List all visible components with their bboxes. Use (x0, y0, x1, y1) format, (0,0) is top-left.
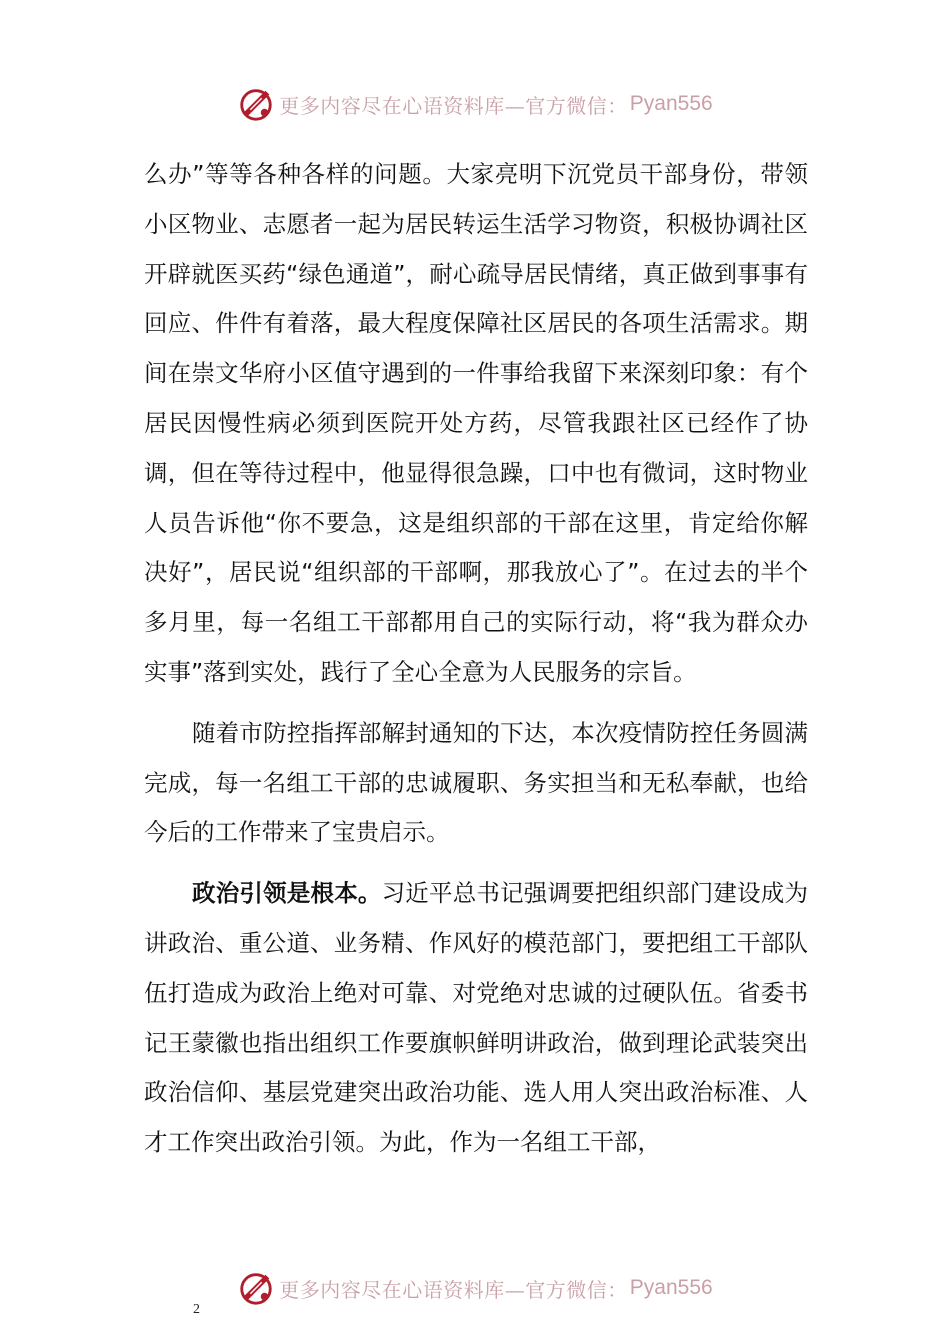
header-banner-text: 更多内容尽在心语资料库—官方微信： (279, 93, 628, 118)
header-banner-wechat-id: Pyan556 (629, 92, 713, 115)
page-number: 2 (193, 1302, 200, 1317)
header-banner (0, 82, 950, 126)
body-text (144, 150, 808, 1168)
footer-banner-wechat-id: Pyan556 (629, 1276, 713, 1299)
paragraph-bold-lead: 政治引领是根本。 (192, 879, 382, 908)
paragraph-political-leadership-text: 习近平总书记强调要把组织部门建设成为讲政治、重公道、业务精、作风好的模范部门，要把组工干部队伍打造成为政治上绝对可靠、对党绝对忠诚的过硬队伍。省委书记王蒙徽也指出组织工作要旗帜鲜明讲政治，做到理论武装突出政治信仰、基层党建突出政治功能、选人用人突出政治标准、人才工作突出政治引领。为此，作为一名组工干部， (144, 879, 809, 1157)
paragraph-summary: 随着市防控指挥部解封通知的下达，本次疫情防控任务圆满完成，每一名组工干部的忠诚履职、务实担当和无私奉献，也给今后的工作带来了宝贵启示。 (144, 718, 808, 847)
pen-logo-icon (237, 85, 275, 123)
footer-banner (0, 1266, 950, 1310)
footer-banner-text: 更多内容尽在心语资料库—官方微信： (279, 1277, 628, 1302)
pen-logo-icon (237, 1269, 275, 1307)
paragraph-continued: 么办”等等各种各样的问题。大家亮明下沉党员干部身份，带领小区物业、志愿者一起为居民转运生活学习物资，积极协调社区开辟就医买药“绿色通道”，耐心疏导居民情绪，真正做到事事有回应、件件有着落，最大程度保障社区居民的各项生活需求。期间在崇文华府小区值守遇到的一件事给我留下来深刻印象：有个居民因慢性病必须到医院开处方药，尽管我跟社区已经作了协调，但在等待过程中，他显得很急躁，口中也有微词，这时物业人员告诉他“你不要急，这是组织部的干部在这里，肯定给你解决好”，居民说“组织部的干部啊，那我放心了”。在过去的半个多月里，每一名组工干部都用自己的实际行动，将“我为群众办实事”落到实处，践行了全心全意为人民服务的宗旨。 (144, 160, 808, 686)
paragraph-political-leadership (144, 869, 808, 1168)
